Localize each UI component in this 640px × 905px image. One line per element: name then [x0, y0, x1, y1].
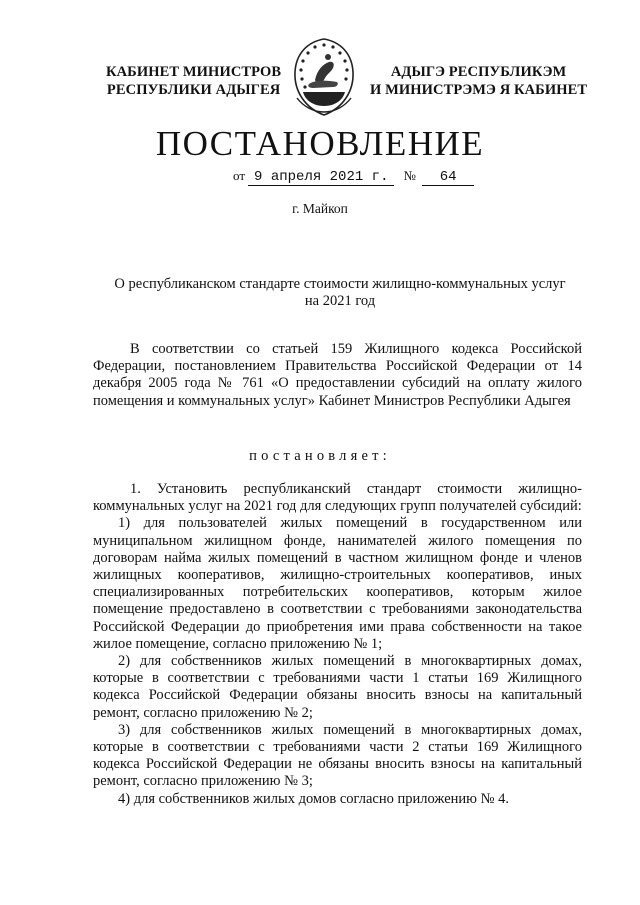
subject-line-1: О республиканском стандарте стоимости жилищно-коммунальных услуг: [114, 276, 566, 292]
point-1: 1. Установить республиканский стандарт стоимости жилищно-коммунальных услуг на 2021 год для следующих групп получателей субсидий:: [93, 481, 582, 515]
city: г. Майкоп: [292, 201, 348, 216]
list-item: 3) для собственников жилых помещений в многоквартирных домах, которые в соответствии с требованиями части 2 статьи 169 Жилищного кодекса Российской Федерации не обязаны вносить взносы на капитальный ремонт, согласно приложению № 3;: [93, 721, 582, 790]
document-type-title: ПОСТАНОВЛЕНИЕ: [155, 124, 485, 163]
header-left: [106, 63, 281, 99]
list-item: 1) для пользователей жилых помещений в государственном или муниципальном жилищном фонде, нанимателей жилого помещения по договорам найма жилых помещений в частном жилищном фонде и членов жилищных кооперативов, жилищно-строительных кооперативов, иных специализированных потребительских кооперативов, которым жилое помещение предоставлено в соответствии с требованиями законодательства Российской Федерации до приобретения ими права собственности на такое жилое помещение, согласно приложению № 1;: [93, 515, 582, 652]
decree-word: постановляет:: [249, 448, 391, 464]
number-sign: №: [403, 168, 416, 183]
coat-of-arms-icon: [287, 36, 361, 118]
list-item: 4) для собственников жилых домов согласно приложению № 4.: [118, 790, 509, 807]
header-right-line-1: АДЫГЭ РЕСПУБЛИКЭМ: [390, 64, 567, 80]
header-left-line-1: КАБИНЕТ МИНИСТРОВ: [106, 64, 282, 80]
date-prefix: от: [233, 168, 246, 183]
header-left-line-2: РЕСПУБЛИКИ АДЫГЕЯ: [106, 82, 281, 98]
decree-points: [93, 481, 582, 808]
document-subject: [100, 276, 580, 310]
subject-line-2: на 2021 год: [304, 293, 376, 309]
date-number-line: [233, 168, 474, 186]
header-right: [370, 63, 587, 99]
document-number: 64: [422, 169, 474, 186]
preamble-block: [93, 341, 582, 410]
preamble-paragraph: В соответствии со статьей 159 Жилищного кодекса Российской Федерации, постановлением Правительства Российской Федерации от 14 декабря 2005 года № 761 «О предоставлении субсидий на оплату жилого помещения и коммунальных услуг» Кабинет Министров Республики Адыгея: [93, 341, 582, 409]
document-date: 9 апреля 2021 г.: [248, 169, 394, 186]
list-item: 2) для собственников жилых помещений в многоквартирных домах, которые в соответствии с требованиями части 1 статьи 169 Жилищного кодекса Российской Федерации обязаны вносить взносы на капитальный ремонт, согласно приложению № 2;: [93, 653, 582, 721]
header-right-line-2: И МИНИСТРЭМЭ Я КАБИНЕТ: [370, 82, 588, 98]
